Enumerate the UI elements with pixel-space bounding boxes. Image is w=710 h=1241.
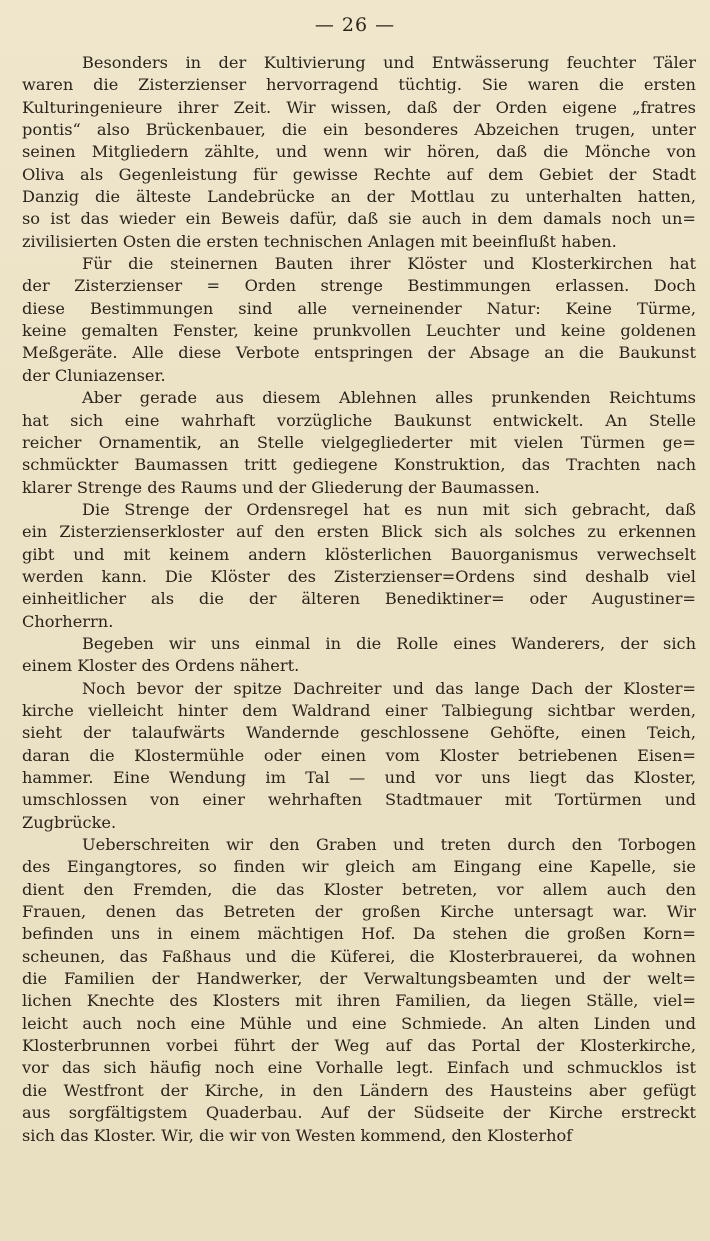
text-line: Oliva als Gegenleistung für gewisse Rechte auf dem Gebiet der Stadt	[22, 164, 696, 184]
text-line: Klosterbrunnen vorbei führt der Weg auf das Portal der Klosterkirche,	[22, 1036, 696, 1056]
paragraph	[22, 633, 696, 678]
text-line: zivilisierten Osten die ersten technischen Anlagen mit beeinflußt haben.	[22, 231, 617, 251]
text-line: der Zisterzienser = Orden strenge Bestimmungen erlassen. Doch	[22, 276, 696, 296]
text-line: hat sich eine wahrhaft vorzügliche Baukunst entwickelt. An Stelle	[22, 410, 696, 430]
text-line: Danzig die älteste Landebrücke an der Mottlau zu unterhalten hatten,	[22, 187, 696, 207]
text-line: aus sorgfältigstem Quaderbau. Auf der Südseite der Kirche erstreckt	[22, 1103, 696, 1123]
text-line: Noch bevor der spitze Dachreiter und das lange Dach der Kloster=	[82, 678, 696, 698]
text-line: sich das Kloster. Wir, die wir von Westen kommend, den Klosterhof	[22, 1125, 573, 1145]
text-line: Kulturingenieure ihrer Zeit. Wir wissen, daß der Orden eigene „fratres	[22, 97, 696, 117]
text-line: leicht auch noch eine Mühle und eine Schmiede. An alten Linden und	[22, 1013, 696, 1033]
paragraph	[22, 834, 696, 1147]
text-line: Meßgeräte. Alle diese Verbote entspringen der Absage an die Baukunst	[22, 343, 696, 363]
text-line: vor das sich häufig noch eine Vorhalle legt. Einfach und schmucklos ist	[22, 1058, 696, 1078]
text-line: Frauen, denen das Betreten der großen Kirche untersagt war. Wir	[22, 902, 696, 922]
text-line: klarer Strenge des Raums und der Gliederung der Baumassen.	[22, 477, 540, 497]
text-line: Aber gerade aus diesem Ablehnen alles prunkenden Reichtums	[82, 388, 696, 408]
text-line: keine gemalten Fenster, keine prunkvollen Leuchter und keine goldenen	[22, 321, 696, 341]
text-line: reicher Ornamentik, an Stelle vielgegliederter mit vielen Türmen ge=	[22, 432, 696, 452]
text-line: ein Zisterzienserkloster auf den ersten Blick sich als solches zu erkennen	[22, 522, 696, 542]
text-line: die Familien der Handwerker, der Verwaltungsbeamten und der welt=	[22, 969, 696, 989]
text-line: dient den Fremden, die das Kloster betreten, vor allem auch den	[22, 879, 696, 899]
text-line: so ist das wieder ein Beweis dafür, daß sie auch in dem damals noch un=	[22, 209, 696, 229]
text-line: die Westfront der Kirche, in den Ländern des Hausteins aber gefügt	[22, 1080, 696, 1100]
text-line: befinden uns in einem mächtigen Hof. Da stehen die großen Korn=	[22, 924, 696, 944]
text-line: kirche vielleicht hinter dem Waldrand einer Talbiegung sichtbar werden,	[22, 700, 696, 720]
text-line: lichen Knechte des Klosters mit ihren Familien, da liegen Ställe, viel=	[22, 991, 696, 1011]
text-line: hammer. Eine Wendung im Tal — und vor uns liegt das Kloster,	[22, 768, 696, 787]
text-line: waren die Zisterzienser hervorragend tüchtig. Sie waren die ersten	[22, 75, 696, 95]
text-line: diese Bestimmungen sind alle verneinender Natur: Keine Türme,	[22, 298, 696, 318]
text-line: Begeben wir uns einmal in die Rolle eines Wanderers, der sich	[82, 633, 696, 653]
text-line: Zugbrücke.	[22, 812, 117, 832]
text-line: Für die steinernen Bauten ihrer Klöster und Klosterkirchen hat	[82, 254, 696, 274]
text-line: pontis“ also Brückenbauer, die ein besonderes Abzeichen trugen, unter	[22, 120, 696, 140]
paragraph	[22, 253, 696, 387]
text-line: der Cluniazenser.	[22, 365, 166, 385]
text-line: seinen Mitgliedern zählte, und wenn wir hören, daß die Mönche von	[22, 142, 696, 162]
paragraph	[22, 499, 696, 633]
text-line: werden kann. Die Klöster des Zisterzienser=Ordens sind deshalb viel	[22, 566, 696, 586]
paragraph	[22, 387, 696, 499]
text-line: scheunen, das Faßhaus und die Küferei, die Klosterbrauerei, da wohnen	[22, 946, 696, 966]
text-line: Besonders in der Kultivierung und Entwässerung feuchter Täler	[82, 53, 696, 72]
text-line: umschlossen von einer wehrhaften Stadtmauer mit Tortürmen und	[22, 790, 696, 810]
page-number: — 26 —	[314, 14, 396, 36]
text-line: schmückter Baumassen tritt gediegene Konstruktion, das Trachten nach	[22, 455, 696, 475]
text-line: daran die Klostermühle oder einen vom Kloster betriebenen Eisen=	[22, 745, 696, 765]
text-line: sieht der talaufwärts Wandernde geschlossene Gehöfte, einen Teich,	[22, 723, 696, 743]
text-line: des Eingangtores, so finden wir gleich am Eingang eine Kapelle, sie	[22, 857, 696, 877]
text-line: einheitlicher als die der älteren Benediktiner= oder Augustiner=	[22, 589, 696, 609]
text-line: gibt und mit keinem andern klösterlichen Bauorganismus verwechselt	[22, 544, 696, 564]
text-line: Die Strenge der Ordensregel hat es nun mit sich gebracht, daß	[82, 499, 696, 519]
paragraph	[22, 678, 696, 834]
paragraph	[22, 52, 696, 253]
text-line: Ueberschreiten wir den Graben und treten durch den Torbogen	[82, 835, 696, 855]
text-line: Chorherrn.	[22, 611, 114, 631]
body-text	[22, 52, 696, 1147]
text-line: einem Kloster des Ordens nähert.	[22, 656, 300, 676]
